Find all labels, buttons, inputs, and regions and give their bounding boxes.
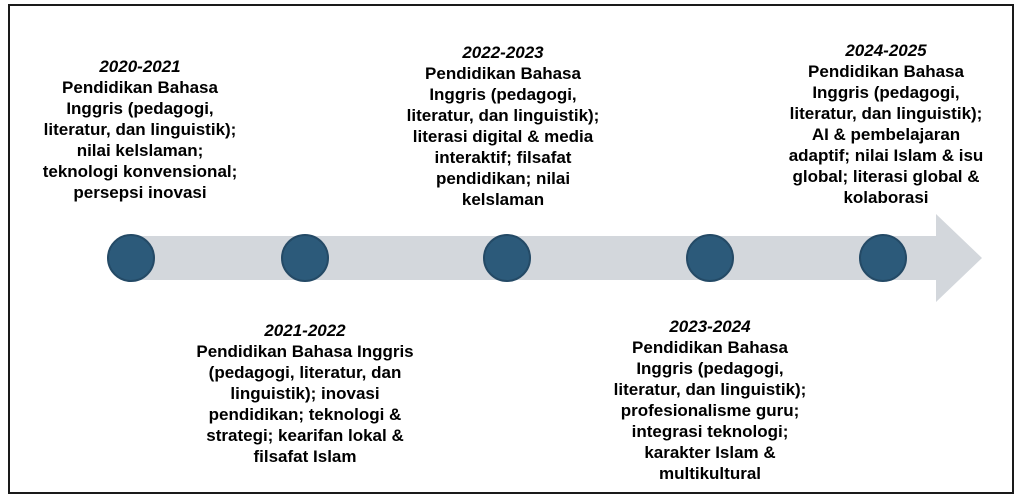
timeline-dot-2021-2022: [281, 234, 329, 282]
entry-description: Pendidikan Bahasa Inggris (pedagogi, literatur, dan linguistik); inovasi pendidikan; teknologi & strategi; kearifan lokal & filsafat Islam: [196, 342, 414, 466]
timeline-entry-2024-2025: [766, 40, 1006, 208]
timeline-dot-2020-2021: [107, 234, 155, 282]
timeline-entry-2023-2024: [585, 316, 835, 484]
entry-description: Pendidikan Bahasa Inggris (pedagogi, literatur, dan linguistik); literasi digital & media interaktif; filsafat pendidikan; nilai kelslaman: [406, 64, 600, 209]
entry-description: Pendidikan Bahasa Inggris (pedagogi, literatur, dan linguistik); nilai kelslaman; teknologi konvensional; persepsi inovasi: [42, 78, 238, 202]
timeline-dot-2023-2024: [686, 234, 734, 282]
entry-year: 2020-2021: [99, 57, 181, 76]
timeline-dot-2022-2023: [483, 234, 531, 282]
entry-year: 2021-2022: [264, 321, 346, 340]
timeline-arrow-shape: [130, 214, 982, 302]
entry-description: Pendidikan Bahasa Inggris (pedagogi, literatur, dan linguistik); AI & pembelajaran adaptif; nilai Islam & isu global; literasi global & kolaborasi: [788, 62, 984, 207]
timeline-entry-2020-2021: [20, 56, 260, 203]
timeline-entry-2021-2022: [180, 320, 430, 467]
entry-year: 2023-2024: [669, 317, 751, 336]
timeline-dot-2024-2025: [859, 234, 907, 282]
entry-description: Pendidikan Bahasa Inggris (pedagogi, literatur, dan linguistik); profesionalisme guru; integrasi teknologi; karakter Islam & multikultural: [613, 338, 807, 483]
timeline-entry-2022-2023: [378, 42, 628, 210]
entry-year: 2024-2025: [845, 41, 927, 60]
entry-year: 2022-2023: [462, 43, 544, 62]
